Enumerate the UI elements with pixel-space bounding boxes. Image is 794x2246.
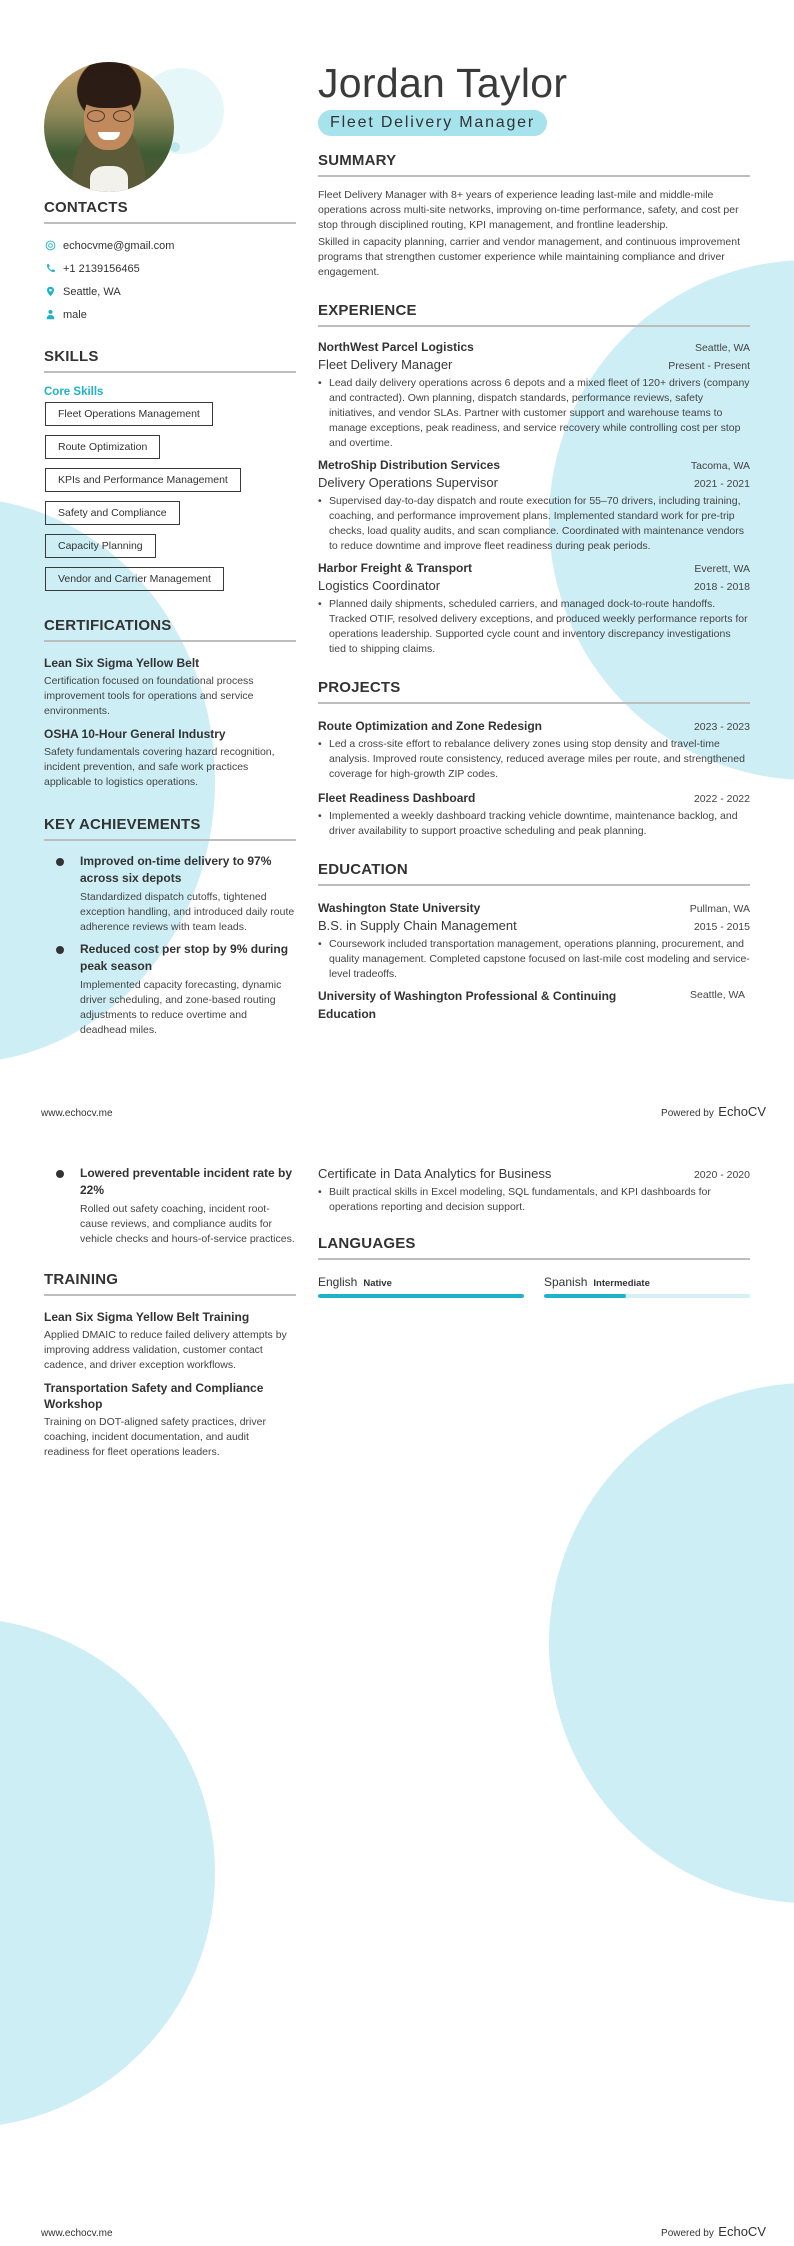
job-title: Delivery Operations Supervisor <box>318 475 498 490</box>
language-proficiency-bar <box>318 1294 524 1298</box>
certification-desc: Safety fundamentals covering hazard recognition, incident prevention, and safe work practices applicable to logistics operations. <box>44 746 275 788</box>
job-location: Everett, WA <box>694 563 750 575</box>
contact-phone[interactable] <box>44 257 296 280</box>
language-name: English <box>318 1275 358 1289</box>
page-footer <box>0 1103 794 1121</box>
section-title-languages: LANGUAGES <box>318 1235 416 1252</box>
decor-circle-right <box>549 1383 794 1903</box>
certification-desc: Certification focused on foundational process improvement tools for operations and service environments. <box>44 675 254 717</box>
skill-chip: Fleet Operations Management <box>45 402 213 426</box>
language-item <box>544 1273 750 1298</box>
skill-chip: Vendor and Carrier Management <box>45 567 224 591</box>
contact-email-value: echocvme@gmail.com <box>63 239 175 252</box>
languages-section <box>318 1235 750 1298</box>
summary-section <box>318 152 750 280</box>
section-divider <box>44 371 296 373</box>
skill-chip: Route Optimization <box>45 435 160 459</box>
language-level: Native <box>363 1278 392 1289</box>
right-column <box>318 60 750 1023</box>
project-description: Led a cross-site effort to rebalance delivery zones using stop density and travel-time analysis. Improved route consistency, reduced average miles per route, and strengthened coverage for high-growth ZIP codes. <box>329 738 745 780</box>
summary-paragraph: Fleet Delivery Manager with 8+ years of experience leading last-mile and middle-mile operations across multi-site networks, improving on-time performance, safety, and cost per stop through disciplined routing, KPI management, and frontline leadership. <box>318 189 739 231</box>
section-title-education: EDUCATION <box>318 861 408 878</box>
job-dates: 2021 - 2021 <box>693 478 750 490</box>
bullet-icon: • <box>318 377 322 389</box>
school-location: Pullman, WA <box>689 903 750 915</box>
job-title: Fleet Delivery Manager <box>318 357 453 372</box>
training-name: Lean Six Sigma Yellow Belt Training <box>44 1310 250 1324</box>
left-column-continued <box>44 1165 296 1460</box>
page-2 <box>0 1123 794 2246</box>
training-desc: Training on DOT-aligned safety practices, driver coaching, incident documentation, and audit readiness for fleet operations leaders. <box>44 1416 266 1458</box>
bullet-icon: • <box>318 495 322 507</box>
job-location: Tacoma, WA <box>690 460 750 472</box>
job-description: Planned daily shipments, scheduled carriers, and managed dock-to-route handoffs. Tracked OTIF, resolved delivery exceptions, and produced weekly performance reports for operations leadership. Supported cycle count and inventory discrepancy investigations tied to shipping claims. <box>329 598 748 655</box>
achievement-item <box>44 1165 296 1247</box>
profile-photo-area <box>44 62 176 194</box>
education-dates: 2015 - 2015 <box>693 921 750 933</box>
language-level: Intermediate <box>593 1278 650 1289</box>
section-divider <box>318 702 750 704</box>
right-column-continued <box>318 1165 750 1298</box>
achievement-item <box>44 853 296 935</box>
project-item <box>318 717 750 782</box>
language-name: Spanish <box>544 1275 588 1289</box>
section-title-projects: PROJECTS <box>318 679 401 696</box>
bullet-icon: • <box>318 938 322 950</box>
person-icon <box>44 308 57 321</box>
bullet-icon: • <box>318 1186 322 1198</box>
projects-section <box>318 679 750 839</box>
footer-powered-label: Powered by <box>661 1108 714 1119</box>
achievement-title: Improved on-time delivery to 97% across six depots <box>80 854 272 885</box>
candidate-name: Jordan Taylor <box>318 60 568 106</box>
training-item <box>44 1309 296 1373</box>
contacts-section <box>44 199 296 326</box>
achievement-title: Reduced cost per stop by 9% during peak season <box>80 942 289 973</box>
footer-site-link[interactable]: www.echocv.me <box>41 2228 113 2239</box>
certification-item <box>44 655 296 719</box>
page-footer <box>0 2223 794 2241</box>
experience-item <box>318 456 750 554</box>
project-dates: 2022 - 2022 <box>693 793 750 805</box>
experience-item <box>318 338 750 451</box>
section-divider <box>44 839 296 841</box>
footer-site-link[interactable]: www.echocv.me <box>41 1108 113 1119</box>
school-location: Seattle, WA <box>690 989 746 1001</box>
skills-section <box>44 348 296 591</box>
training-desc: Applied DMAIC to reduce failed delivery attempts by improving address validation, customer contact cadence, and driver exception workflows. <box>44 1329 287 1371</box>
school-name: University of Washington Professional & Continuing Education <box>318 989 617 1021</box>
education-description: Coursework included transportation management, operations planning, procurement, and quality management. Completed capstone focused on last-mile cost modeling and service-level tradeoffs. <box>329 938 750 980</box>
avatar <box>44 62 174 192</box>
summary-paragraph: Skilled in capacity planning, carrier and vendor management, and continuous improvement programs that strengthen customer experience while maintaining compliance and driver engagement. <box>318 236 740 278</box>
role-badge: Fleet Delivery Manager <box>318 110 547 136</box>
education-item <box>318 899 750 982</box>
contact-gender <box>44 303 296 326</box>
decor-circle-left <box>0 1618 215 2128</box>
project-name: Route Optimization and Zone Redesign <box>318 719 543 733</box>
project-dates: 2023 - 2023 <box>693 721 750 733</box>
skill-chip: Safety and Compliance <box>45 501 180 525</box>
education-item-header <box>318 987 750 1023</box>
education-section <box>318 861 750 1023</box>
section-title-experience: EXPERIENCE <box>318 302 417 319</box>
contact-phone-value: +1 2139156465 <box>63 262 140 275</box>
job-location: Seattle, WA <box>694 342 750 354</box>
company-name: Harbor Freight & Transport <box>318 561 473 575</box>
certifications-section <box>44 617 296 790</box>
job-description: Lead daily delivery operations across 6 depots and a mixed fleet of 120+ drivers (company and contracted). Own planning, dispatch standards, performance reviews, safety initiatives, and vendor SLAs. Partner with customer support and warehouse teams to manage exceptions, peak readiness, and service recovery while controlling cost per stop and overtime. <box>329 377 750 449</box>
section-divider <box>318 1258 750 1260</box>
at-icon <box>44 239 57 252</box>
section-title-certifications: CERTIFICATIONS <box>44 617 172 634</box>
language-proficiency-bar <box>544 1294 750 1298</box>
achievement-desc: Standardized dispatch cutoffs, tightened exception handling, and introduced daily route adherence reviews with team leads. <box>80 891 295 933</box>
footer-brand[interactable]: EchoCV <box>718 1104 766 1119</box>
achievements-section <box>44 816 296 1038</box>
contact-email[interactable] <box>44 234 296 257</box>
skill-chip: Capacity Planning <box>45 534 156 558</box>
bullet-icon: • <box>318 738 322 750</box>
experience-item <box>318 559 750 657</box>
degree-name: Certificate in Data Analytics for Business <box>318 1166 552 1181</box>
education-dates: 2020 - 2020 <box>693 1169 750 1181</box>
project-name: Fleet Readiness Dashboard <box>318 791 476 805</box>
section-title-training: TRAINING <box>44 1271 119 1288</box>
skill-chip-list <box>44 402 296 591</box>
degree-name: B.S. in Supply Chain Management <box>318 918 517 933</box>
section-divider <box>44 222 296 224</box>
contact-gender-value: male <box>63 308 87 321</box>
achievement-title: Lowered preventable incident rate by 22% <box>80 1166 293 1197</box>
language-item <box>318 1273 524 1298</box>
achievement-desc: Implemented capacity forecasting, dynamic driver scheduling, and zone-based routing adjustments to reduce overtime and deadhead miles. <box>80 979 282 1036</box>
achievement-desc: Rolled out safety coaching, incident root-cause reviews, and compliance audits for vehicle checks and hours-of-service practices. <box>80 1203 295 1245</box>
left-column <box>44 199 296 1038</box>
education-item-continued <box>318 1165 750 1215</box>
footer-powered-label: Powered by <box>661 2228 714 2239</box>
bullet-dot-icon <box>56 946 64 954</box>
section-divider <box>318 884 750 886</box>
education-description: Built practical skills in Excel modeling, SQL fundamentals, and KPI dashboards for operations reporting and decision support. <box>329 1186 711 1213</box>
section-title-summary: SUMMARY <box>318 152 397 169</box>
section-title-contacts: CONTACTS <box>44 199 128 216</box>
job-description: Supervised day-to-day dispatch and route execution for 55–70 drivers, including training, coaching, and performance improvement plans. Implemented standard work for pre-trip checks, load quality audits, and scan compliance. Coordinated with maintenance vendors to reduce downtime and improve fleet readiness during peak periods. <box>329 495 744 552</box>
certification-name: OSHA 10-Hour General Industry <box>44 727 226 741</box>
job-dates: 2018 - 2018 <box>693 581 750 593</box>
section-divider <box>318 175 750 177</box>
bullet-dot-icon <box>56 858 64 866</box>
project-item <box>318 789 750 839</box>
contact-location <box>44 280 296 303</box>
bullet-icon: • <box>318 810 322 822</box>
contact-location-value: Seattle, WA <box>63 285 121 298</box>
training-item <box>44 1380 296 1460</box>
school-name: Washington State University <box>318 901 481 915</box>
footer-brand[interactable]: EchoCV <box>718 2224 766 2239</box>
section-divider <box>44 1294 296 1296</box>
section-title-achievements: KEY ACHIEVEMENTS <box>44 816 201 833</box>
certification-name: Lean Six Sigma Yellow Belt <box>44 656 200 670</box>
training-name: Transportation Safety and Compliance Workshop <box>44 1381 264 1411</box>
phone-icon <box>44 262 57 275</box>
bullet-dot-icon <box>56 1170 64 1178</box>
training-section <box>44 1271 296 1460</box>
project-description: Implemented a weekly dashboard tracking vehicle downtime, maintenance backlog, and driver availability to support proactive scheduling and peak planning. <box>329 810 738 837</box>
experience-section <box>318 302 750 657</box>
company-name: MetroShip Distribution Services <box>318 458 501 472</box>
location-pin-icon <box>44 285 57 298</box>
section-divider <box>318 325 750 327</box>
certification-item <box>44 726 296 790</box>
company-name: NorthWest Parcel Logistics <box>318 340 474 354</box>
skill-chip: KPIs and Performance Management <box>45 468 241 492</box>
achievement-item <box>44 941 296 1038</box>
bullet-icon: • <box>318 598 322 610</box>
job-title: Logistics Coordinator <box>318 578 441 593</box>
section-divider <box>44 640 296 642</box>
section-title-skills: SKILLS <box>44 348 99 365</box>
job-dates: Present - Present <box>668 360 750 372</box>
skills-group-label: Core Skills <box>44 386 104 398</box>
